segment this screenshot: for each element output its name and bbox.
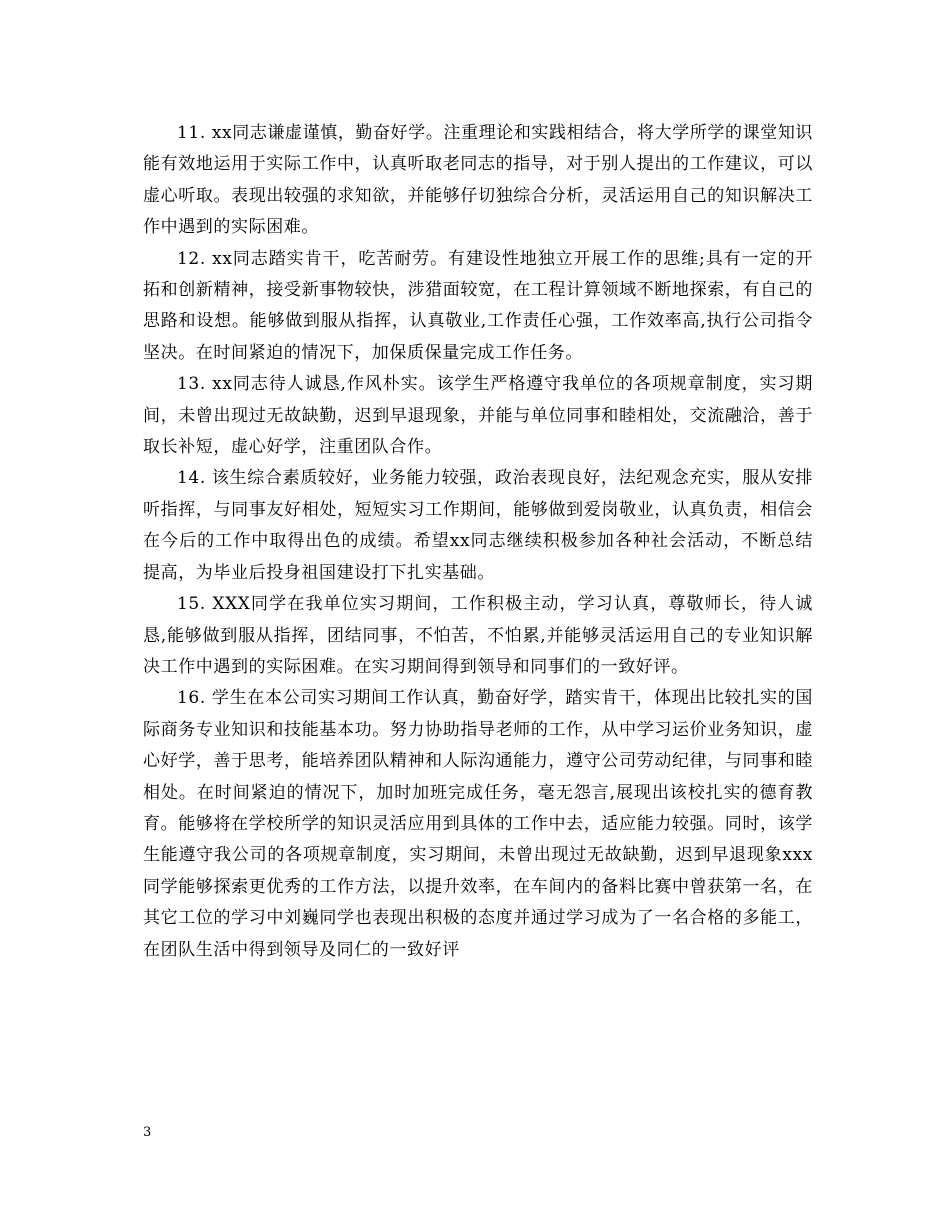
paragraph-11: 11. xx同志谦虚谨慎，勤奋好学。注重理论和实践相结合，将大学所学的课堂知识能有效地运用于实际工作中，认真听取老同志的指导，对于别人提出的工作建议，可以虚心听取。表现出较强的求知欲，并能够仔切独综合分析，灵活运用自己的知识解决工作中遇到的实际困难。: [143, 123, 814, 238]
paragraph-16: 16. 学生在本公司实习期间工作认真，勤奋好学，踏实肯干，体现出比较扎实的国际商务专业知识和技能基本功。努力协助指导老师的工作，从中学习运价业务知识，虚心好学，善于思考，能培养团队精神和人际沟通能力，遵守公司劳动纪律，与同事和睦相处。在时间紧迫的情况下，加时加班完成任务，毫无怨言,展现出该校扎实的德育教育。能够将在学校所学的知识灵活应用到具体的工作中去，适应能力较强。同时，该学生能遵守我公司的各项规章制度，实习期间，未曾出现过无故缺勤，迟到早退现象xxx同学能够探索更优秀的工作方法，以提升效率，在车间内的备料比赛中曾获第一名，在其它工位的学习中刘巍同学也表现出积极的态度并通过学习成为了一名合格的多能工，在团队生活中得到领导及同仁的一致好评: [143, 688, 813, 960]
paragraph-15: 15. XXX同学在我单位实习期间，工作积极主动，学习认真，尊敬师长，待人诚恳,能够做到服从指挥，团结同事，不怕苦，不怕累,并能够灵活运用自己的专业知识解决工作中遇到的实际困难。在实习期间得到领导和同事们的一致好评。: [143, 594, 813, 677]
paragraph-12: 12. xx同志踏实肯干，吃苦耐劳。有建设性地独立开展工作的思维;具有一定的开拓和创新精神，接受新事物较快，涉猎面较宽，在工程计算领域不断地探索，有自己的思路和设想。能够做到服从指挥，认真敬业,工作责任心强，工作效率高,执行公司指令坚决。在时间紧迫的情况下，加保质保量完成工作任务。: [143, 248, 813, 363]
paragraph-13: 13. xx同志待人诚恳,作风朴实。该学生严格遵守我单位的各项规章制度，实习期间，未曾出现过无故缺勤，迟到早退现象，并能与单位同事和睦相处，交流融洽，善于取长补短，虚心好学，注重团队合作。: [143, 374, 813, 458]
page-number: 3: [143, 1125, 152, 1140]
document-body: [143, 118, 813, 966]
paragraph-14: 14. 该生综合素质较好，业务能力较强，政治表现良好，法纪观念充实，服从安排听指挥，与同事友好相处，短短实习工作期间，能够做到爱岗敬业，认真负责，相信会在今后的工作中取得出色的成绩。希望xx同志继续积极参加各种社会活动，不断总结提高，为毕业后投身祖国建设打下扎实基础。: [143, 468, 813, 583]
